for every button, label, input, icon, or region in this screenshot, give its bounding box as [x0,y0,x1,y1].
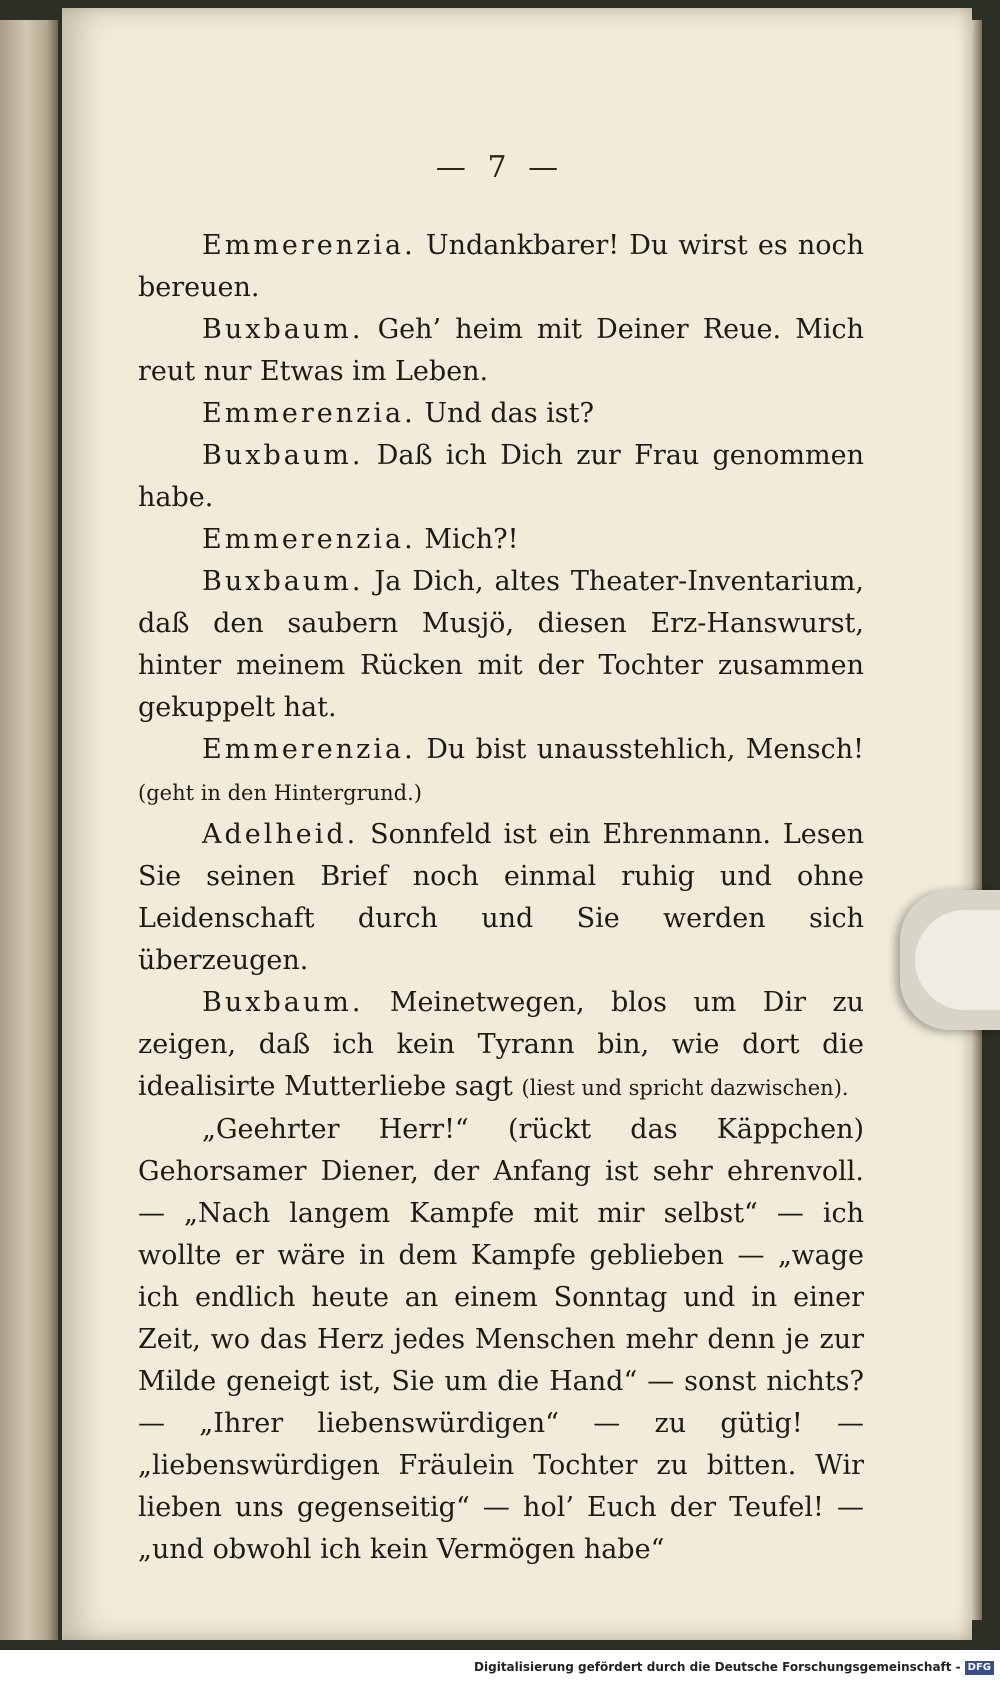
previous-page-edge [0,20,58,1640]
speaker-name: Emmerenzia. [202,734,416,765]
speaker-name: Buxbaum. [202,440,364,471]
paragraph [138,435,864,519]
paragraph-text: Du bist unausstehlich, Mensch! [426,734,864,765]
digitization-footer [0,1654,994,1680]
paragraph [138,982,864,1109]
paragraph-text: „Geehrter Herr!“ (rückt das Käppchen) Gehorsamer Diener, der Anfang ist sehr ehrenvoll. — „Nach langem Kampfe mit mir selbst“ — ich wollte er wäre in dem Kampfe geblieben — „wage ich endlich heute an einem Sonntag und in einer Zeit, wo das Herz jedes Menschen mehr denn je zur Milde geneigt ist, Sie um die Hand“ — sonst nichts? — „Ihrer liebenswürdigen“ — zu gütig! — „liebenswürdigen Fräulein Tochter zu bitten. Wir lieben uns gegenseitig“ — hol’ Euch der Teufel! — „und obwohl ich kein Vermögen habe“ [138,1114,864,1565]
page-number: — 7 — [435,150,565,185]
speaker-name: Adelheid. [202,819,359,850]
paragraph-text: Sonnfeld ist ein Ehrenmann. Lesen Sie seinen Brief noch einmal ruhig und ohne Leidenschaft durch und Sie werden sich überzeugen. [138,819,864,976]
paragraph-text: Geh’ heim mit Deiner Reue. Mich reut nur Etwas im Leben. [138,314,864,387]
dfg-logo: DFG [965,1661,994,1675]
paragraph-text: Und das ist? [424,398,594,429]
paragraph-text: Mich?! [424,524,519,555]
paragraph-text: Daß ich Dich zur Frau genommen habe. [138,440,864,513]
footer-credit: Digitalisierung gefördert durch die Deutsche Forschungsgemeinschaft - [474,1660,961,1674]
paragraph-text: Undankbarer! Du wirst es noch bereuen. [138,230,864,303]
paragraph [138,729,864,814]
page-edge-right [972,20,982,1620]
paragraph [138,519,864,561]
speaker-name: Buxbaum. [202,314,364,345]
speaker-name: Buxbaum. [202,566,364,597]
speaker-name: Buxbaum. [202,987,364,1018]
paragraph [138,393,864,435]
stage-direction: (geht in den Hintergrund.) [138,781,422,805]
speaker-name: Emmerenzia. [202,398,416,429]
speaker-name: Emmerenzia. [202,230,416,261]
stage-direction: (liest und spricht dazwischen). [521,1076,849,1100]
paragraph [138,1109,864,1571]
paragraph [138,814,864,982]
speaker-name: Emmerenzia. [202,524,416,555]
paragraph-text: Meinetwegen, blos um Dir zu zeigen, daß ich kein Tyrann bin, wie dort die idealisirte Mutterliebe sagt [138,987,864,1102]
page-text [138,225,864,1571]
paragraph [138,225,864,309]
paragraph-text: Ja Dich, altes Theater-Inventarium, daß den saubern Musjö, diesen Erz-Hanswurst, hinter meinem Rücken mit der Tochter zusammen gekuppelt hat. [138,566,864,723]
paragraph [138,309,864,393]
paragraph [138,561,864,729]
